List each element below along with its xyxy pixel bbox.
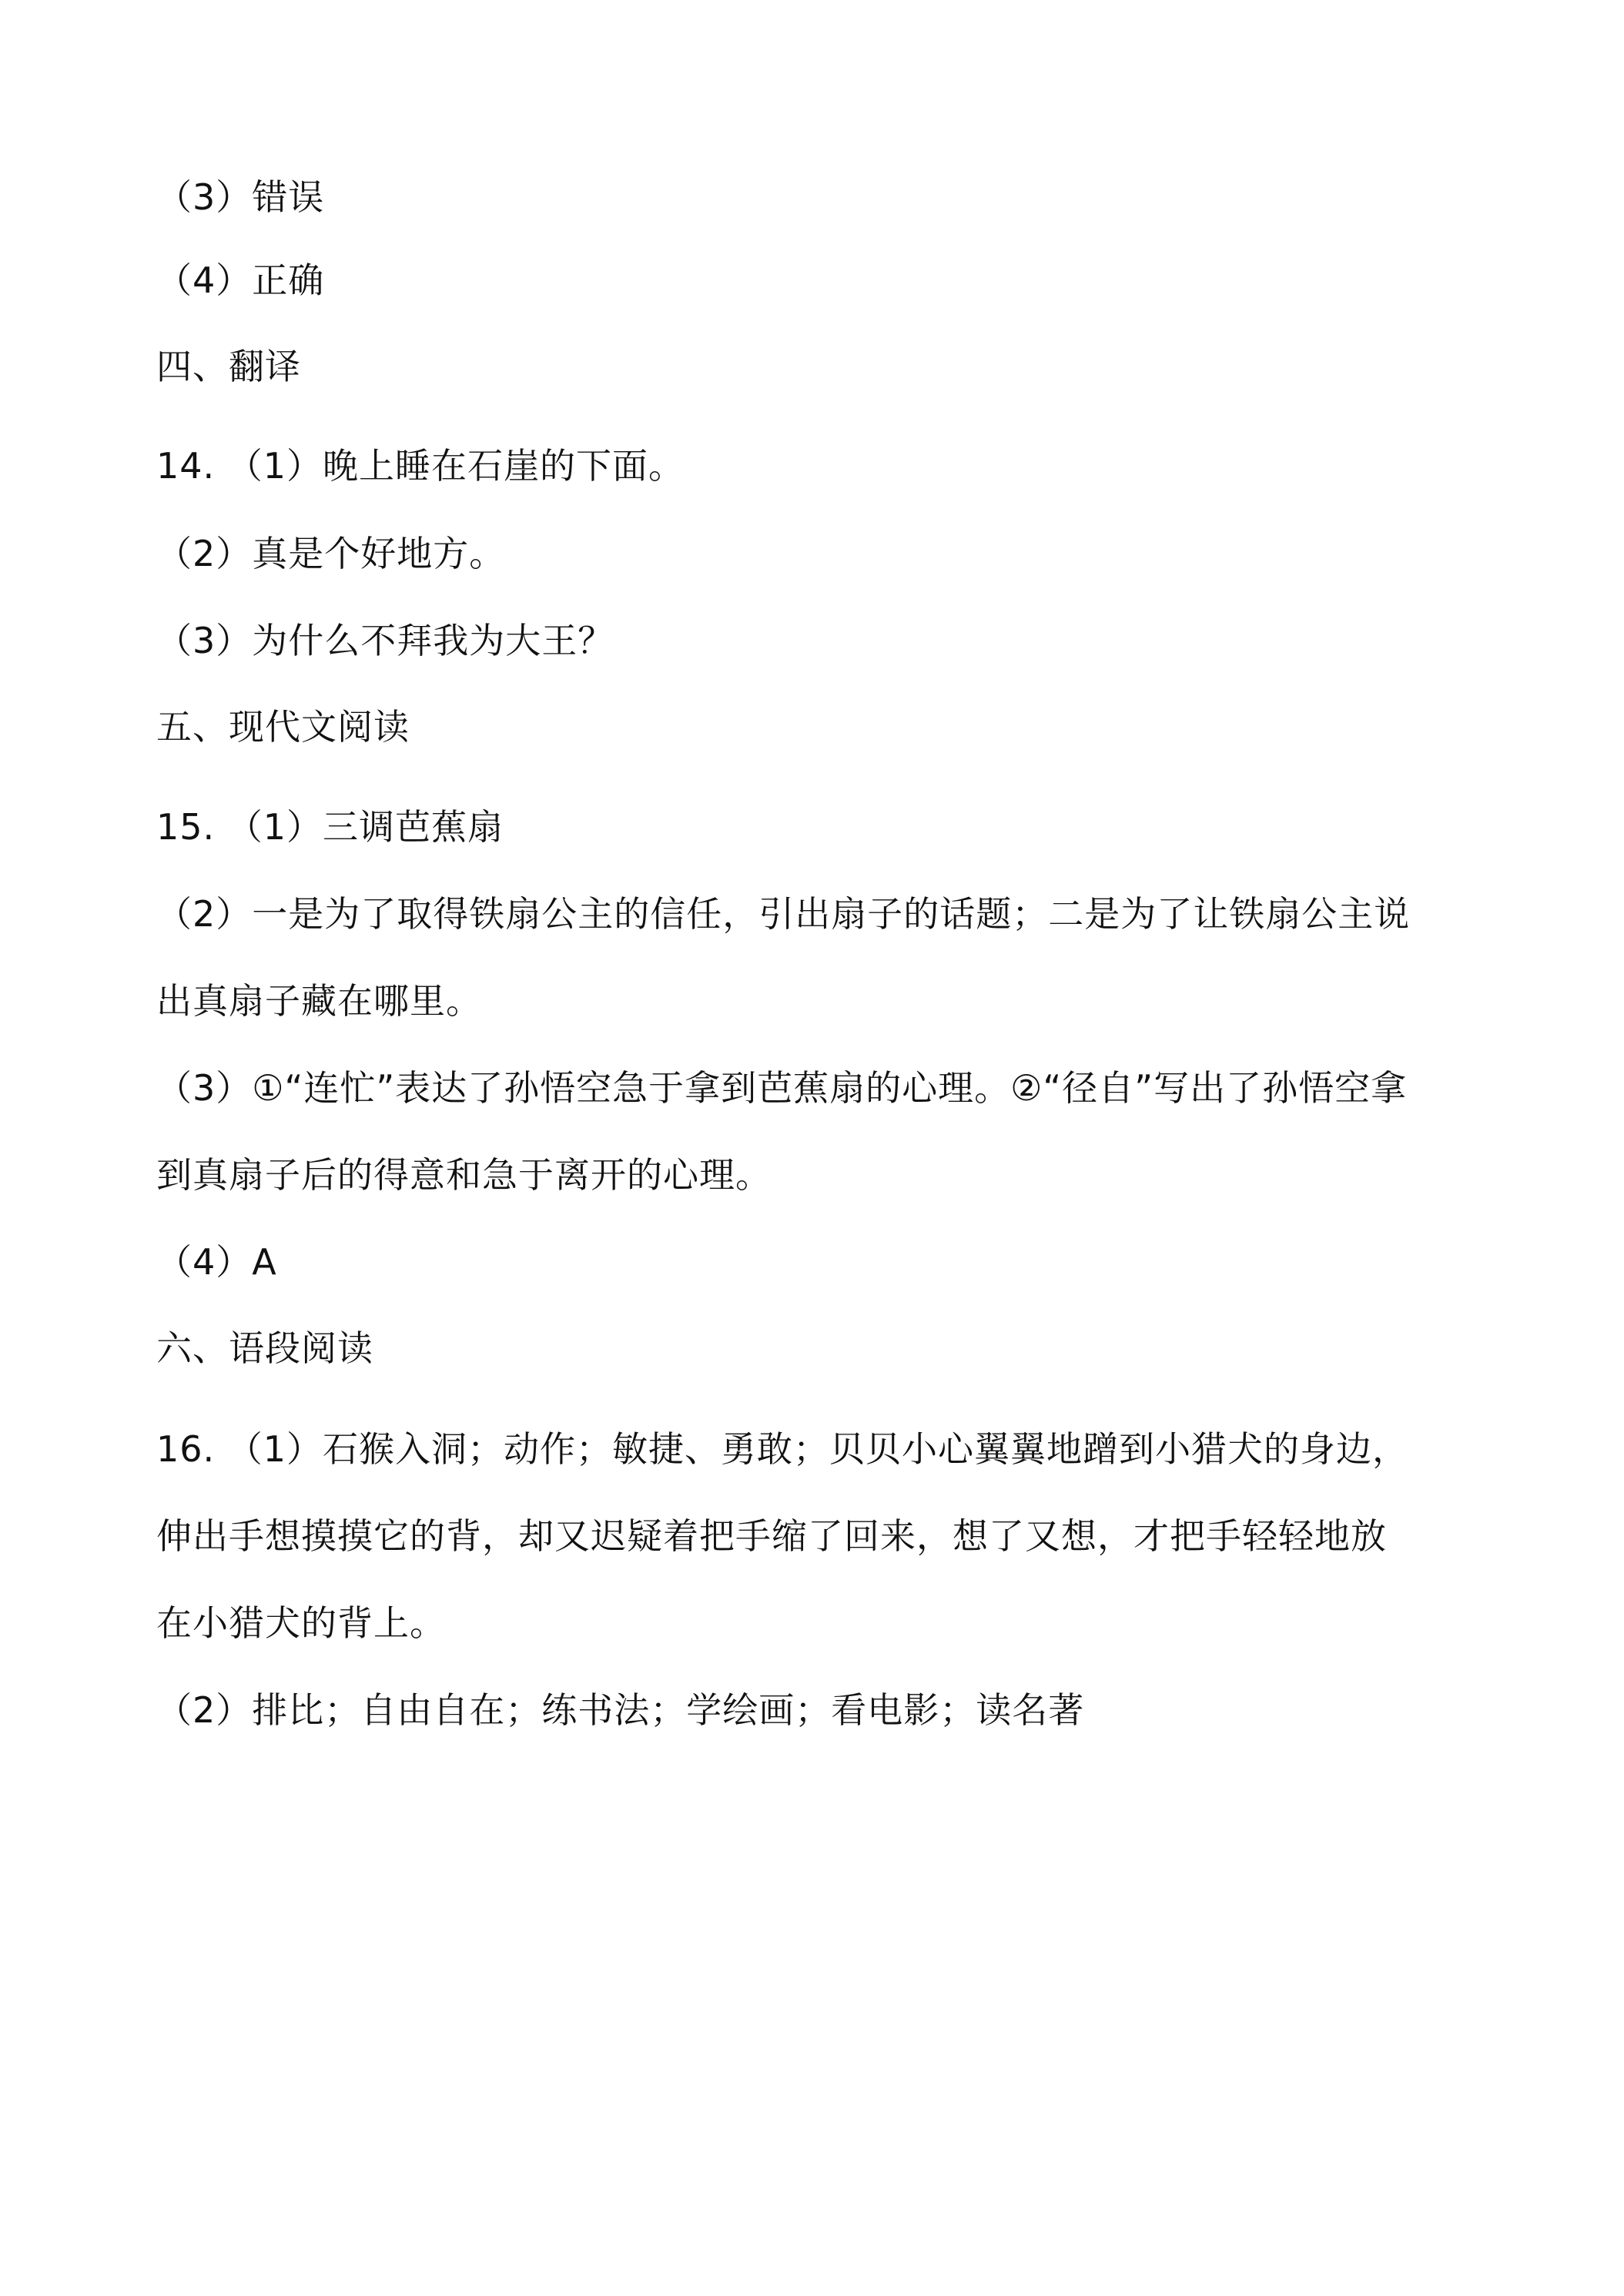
section-heading-translation: 四、翻译 xyxy=(156,346,301,387)
answer-3-item: （3）错误 xyxy=(156,176,325,218)
q16-answer-1-line-3: 在小猎犬的背上。 xyxy=(156,1602,446,1644)
section-heading-modern-reading: 五、现代文阅读 xyxy=(156,706,410,748)
q14-answer-1: 14. （1）晚上睡在石崖的下面。 xyxy=(156,445,685,487)
q14-answer-2: （2）真是个好地方。 xyxy=(156,533,506,574)
q15-answer-2-line-2: 出真扇子藏在哪里。 xyxy=(156,980,482,1022)
answer-4-item: （4）正确 xyxy=(156,259,325,301)
q15-answer-1: 15. （1）三调芭蕉扇 xyxy=(156,806,504,848)
q15-answer-2-line-1: （2）一是为了取得铁扇公主的信任，引出扇子的话题；二是为了让铁扇公主说 xyxy=(156,893,1411,935)
q14-answer-3: （3）为什么不拜我为大王？ xyxy=(156,620,614,661)
section-heading-passage-reading: 六、语段阅读 xyxy=(156,1327,373,1369)
q16-answer-2: （2）排比；自由自在；练书法；学绘画；看电影；读名著 xyxy=(156,1689,1085,1731)
q16-answer-1-line-2: 伸出手想摸摸它的背，却又迟疑着把手缩了回来，想了又想，才把手轻轻地放 xyxy=(156,1515,1387,1557)
q16-answer-1-line-1: 16. （1）石猴入洞；动作；敏捷、勇敢；贝贝小心翼翼地蹭到小猎犬的身边， xyxy=(156,1428,1409,1470)
q15-answer-4: （4）A xyxy=(156,1241,277,1283)
q15-answer-3-line-2: 到真扇子后的得意和急于离开的心理。 xyxy=(156,1154,772,1196)
q15-answer-3-line-1: （3）①“连忙”表达了孙悟空急于拿到芭蕉扇的心理。②“径自”写出了孙悟空拿 xyxy=(156,1067,1408,1109)
